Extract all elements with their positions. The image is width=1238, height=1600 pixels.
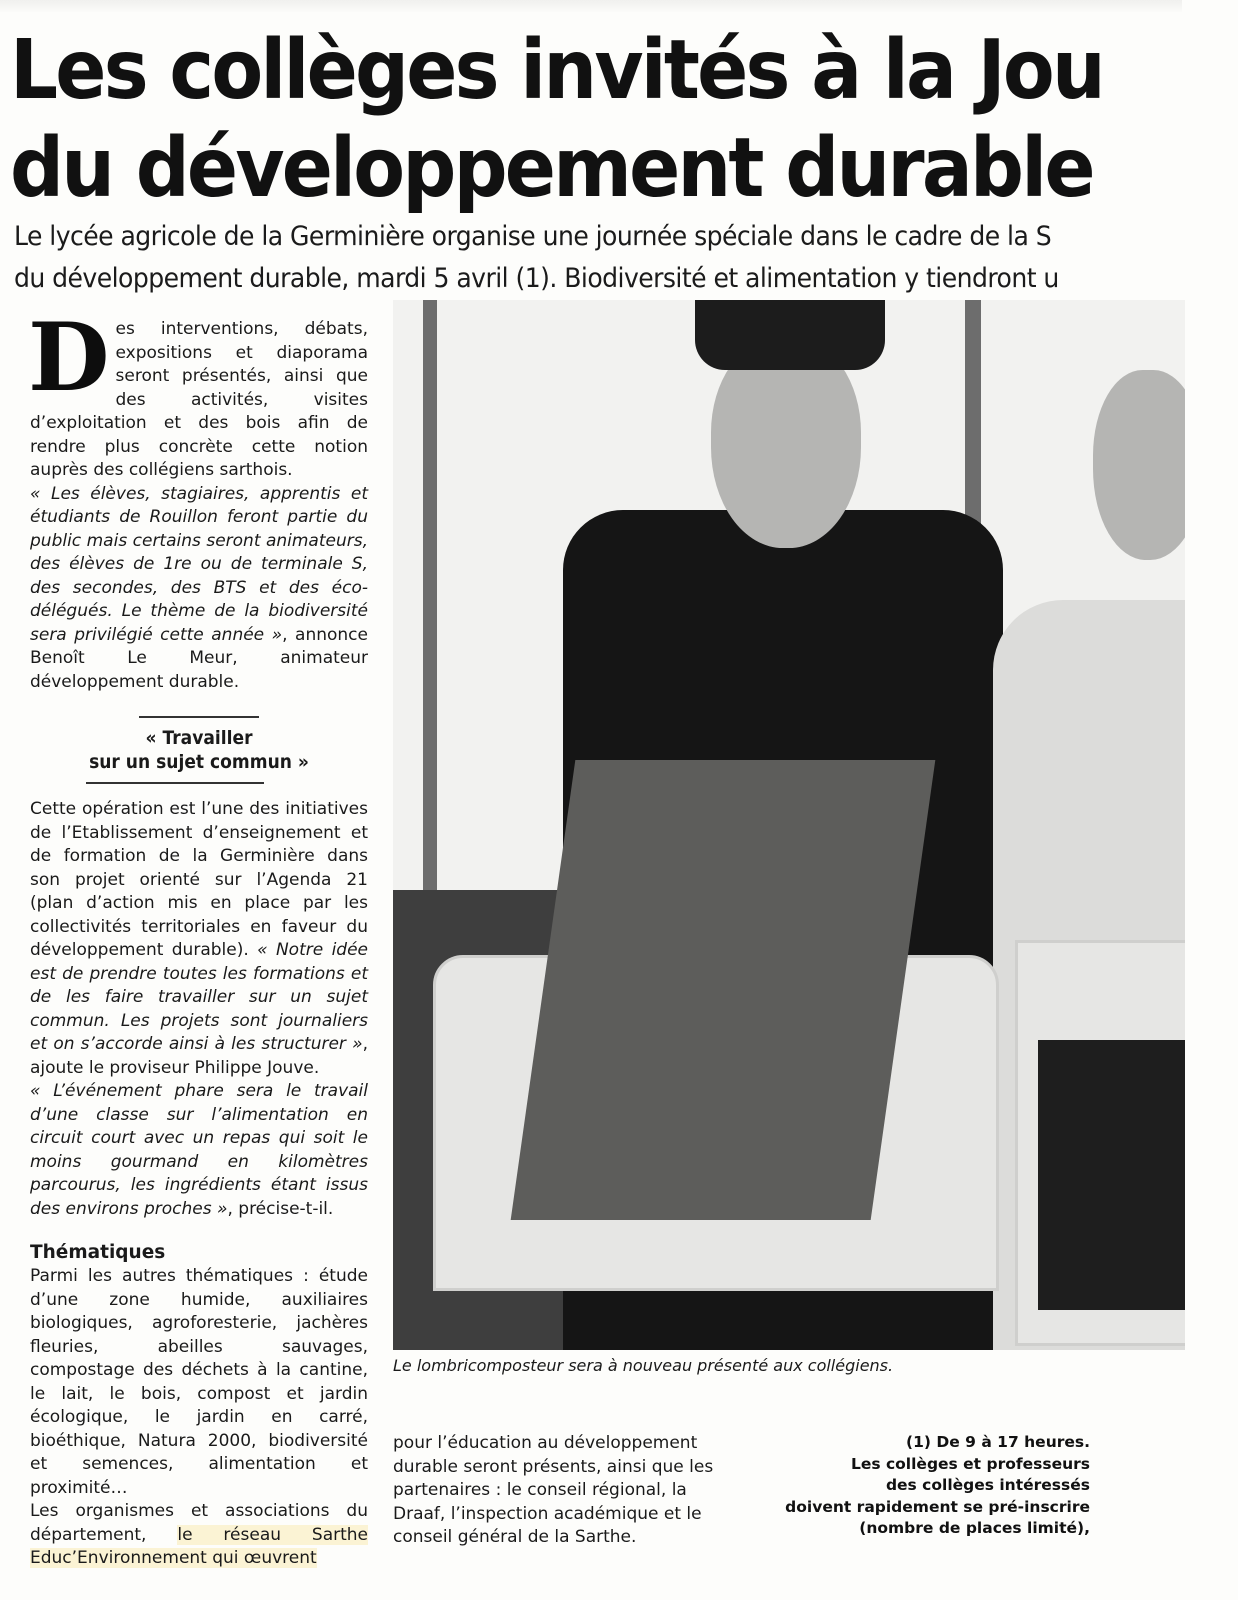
paragraph-quote-le-meur <box>30 483 368 695</box>
divider-top <box>139 716 259 718</box>
attribution-event: , précise-t-il. <box>227 1198 334 1219</box>
highlighted-text: le réseau Sarthe Educ’Environnement qui œuvrent <box>30 1524 369 1568</box>
intertitle-line-1: « Travailler <box>145 727 253 749</box>
article-column-continued: pour l’éducation au développement durable seront présents, ainsi que les partenaires : le conseil régional, la Draaf, l’inspection académique et le conseil général de la Sarthe. <box>393 1433 714 1547</box>
standfirst <box>14 216 1186 300</box>
intertitle-line-2: sur un sujet commun » <box>89 751 309 773</box>
quote-event: « L’événement phare sera le travail d’une classe sur l’alimentation en circuit court avec un repas qui soit le moins gourmand en kilomètres parcourus, les ingrédients étant issus des environs proches » <box>30 1081 368 1219</box>
photo-caption: Le lombricomposteur sera à nouveau présenté aux collégiens. <box>393 1356 894 1375</box>
paragraph-organisations <box>30 1500 368 1571</box>
bleed-through-strip <box>0 0 1238 12</box>
headline <box>10 22 1151 218</box>
divider-bottom <box>86 782 264 784</box>
intro-text: es interventions, débats, expositions et diaporama seront présentés, ainsi que des activités, visites d’exploitation et des bois afin de rendre plus concrète cette notion auprès des collégiens sarthois. <box>30 319 368 480</box>
footnote-line-2: Les collèges et professeurs <box>850 1454 1090 1473</box>
article-column-left <box>28 303 369 1571</box>
article-photo <box>393 300 1185 1350</box>
intertitle-text <box>47 726 351 774</box>
person-right-face <box>1093 370 1185 560</box>
footnote-line-3: des collèges intéressés <box>885 1476 1090 1494</box>
headline-line-2: du développement durable <box>10 121 1093 216</box>
section-title-thematiques: Thématiques <box>30 1242 166 1263</box>
page-edge-mask <box>1182 0 1238 300</box>
attribution-le-meur: , annonce Benoît Le Meur, animateur développement durable. <box>30 624 368 692</box>
compost-soil <box>1038 1040 1185 1310</box>
attribution-jouve: , ajoute le proviseur Philippe Jouve. <box>30 1034 368 1078</box>
quote-jouve: « Notre idée est de prendre toutes les formations et de les faire travailler sur un sujet commun. Les projets sont journaliers et on s’accorde ainsi à les structurer » <box>30 940 368 1054</box>
standfirst-line-1: Le lycée agricole de la Germinière organise une journée spéciale dans le cadre de la S <box>14 221 1052 252</box>
paragraph-event <box>30 1080 368 1221</box>
organisations-text: Les organismes et associations du département, <box>30 1501 368 1545</box>
agenda21-text: Cette opération est l’une des initiatives de l’Etablissement d’enseignement et de formation de la Germinière dans son projet orienté sur l’Agenda 21 (plan d’action mis en place par les collectivités territoriales en faveur du développement durable). <box>30 799 368 960</box>
headline-line-1: Les collèges invités à la Jou <box>10 23 1103 118</box>
footnote-line-1: (1) De 9 à 17 heures. <box>906 1433 1090 1451</box>
footnote-box <box>760 1432 1090 1540</box>
compost-bin-window <box>511 760 936 1220</box>
footnote-line-5: (nombre de places limité), <box>859 1519 1090 1537</box>
quote-le-meur: « Les élèves, stagiaires, apprentis et étudiants de Rouillon feront partie du public mais certains seront animateurs, des élèves de 1re ou de terminale S, des secondes, des BTS et des éco-délégués. Le thème de la biodiversité sera privilégié cette année » <box>30 483 368 645</box>
person-left-hair <box>695 300 885 370</box>
intertitle <box>30 716 368 784</box>
paragraph-themes: Parmi les autres thématiques : étude d’une zone humide, auxiliaires biologiques, agroforesterie, jachères fleuries, abeilles sauvages, compostage des déchets à la cantine, le lait, le bois, compost et jardin écologique, le jardin en carré, bioéthique, Natura 2000, biodiversité et semences, alimentation et proximité… <box>30 1266 368 1498</box>
paragraph-agenda21 <box>30 798 368 1080</box>
drop-cap: D <box>28 303 110 413</box>
standfirst-line-2: du développement durable, mardi 5 avril (1). Biodiversité et alimentation y tiendront u <box>14 263 1059 294</box>
paragraph-intro <box>28 303 368 483</box>
footnote-line-4: doivent rapidement se pré-inscrire <box>785 1497 1090 1516</box>
